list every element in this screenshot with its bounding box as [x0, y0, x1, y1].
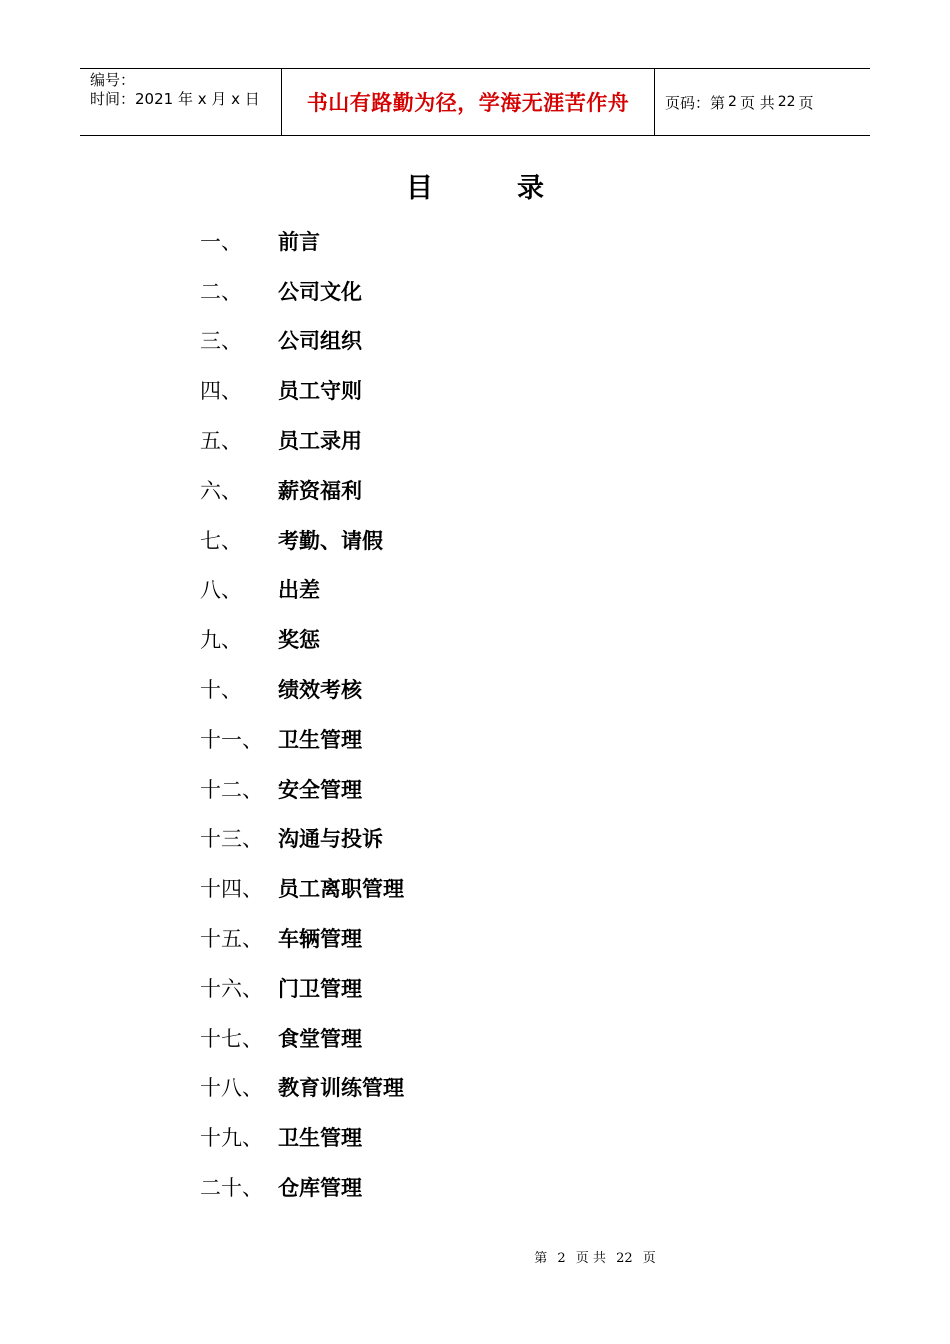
header-page-total: 22: [777, 94, 796, 110]
toc-entry-number: 一、: [200, 229, 242, 254]
toc-entry-title: 前言: [278, 229, 320, 254]
toc-entry: [200, 913, 600, 963]
toc-entry: [200, 714, 600, 764]
footer-mid: 页 共: [575, 1251, 606, 1266]
toc-entry-number: 十六、: [200, 976, 263, 1001]
header-page-prefix: 页码：第: [665, 93, 726, 112]
toc-entry-number: 十七、: [200, 1026, 263, 1051]
toc-entry-number: 十三、: [200, 827, 263, 852]
toc-entry: [200, 266, 600, 316]
toc-entry: [200, 814, 600, 864]
toc-entry-number: 五、: [200, 429, 242, 454]
toc-entry-title: 员工离职管理: [278, 877, 404, 902]
toc-entry: [200, 614, 600, 664]
toc-entry: [200, 216, 600, 266]
toc-entry-number: 二、: [200, 279, 242, 304]
toc-entry: [200, 465, 600, 515]
toc-entry: [200, 1162, 600, 1212]
toc-entry-number: 十、: [200, 678, 242, 703]
toc-entry-number: 十四、: [200, 877, 263, 902]
toc-entry-title: 考勤、请假: [278, 528, 383, 553]
header-page-mid: 页 共: [739, 93, 775, 112]
toc-entry-title: 安全管理: [278, 777, 362, 802]
toc-entry-title: 员工录用: [278, 429, 362, 454]
footer-prefix: 第: [534, 1251, 548, 1266]
toc-entry-number: 六、: [200, 478, 242, 503]
footer-suffix: 页: [642, 1251, 656, 1266]
header-motto: 书山有路勤为径，学海无涯苦作舟: [282, 69, 655, 135]
toc-entry-title: 员工守则: [278, 379, 362, 404]
toc-entry-title: 教育训练管理: [278, 1076, 404, 1101]
toc-entry-number: 十八、: [200, 1076, 263, 1101]
toc-entry-title: 沟通与投诉: [278, 827, 383, 852]
toc-entry: [200, 316, 600, 366]
page-footer: [0, 1247, 950, 1266]
page-header: [80, 68, 870, 136]
toc-entry-title: 公司组织: [278, 329, 362, 354]
toc-entry: [200, 565, 600, 615]
toc-entry: [200, 1112, 600, 1162]
toc-entry-number: 二十、: [200, 1176, 263, 1201]
table-of-contents: [200, 216, 600, 1212]
toc-entry: [200, 764, 600, 814]
toc-entry-number: 十五、: [200, 927, 263, 952]
toc-entry: [200, 664, 600, 714]
header-page-current: 2: [728, 94, 737, 110]
toc-entry: [200, 1063, 600, 1113]
toc-entry: [200, 863, 600, 913]
toc-entry: [200, 365, 600, 415]
page-title: [0, 166, 950, 205]
header-meta: [80, 69, 282, 135]
toc-entry-title: 奖惩: [278, 628, 320, 653]
toc-entry-number: 十二、: [200, 777, 263, 802]
toc-entry-title: 仓库管理: [278, 1176, 362, 1201]
toc-entry-title: 门卫管理: [278, 976, 362, 1001]
document-time-label: 时间：2021 年 x 月 x 日: [90, 90, 260, 108]
toc-entry: [200, 963, 600, 1013]
toc-entry: [200, 415, 600, 465]
toc-entry-title: 绩效考核: [278, 678, 362, 703]
toc-entry-number: 七、: [200, 528, 242, 553]
header-page-suffix: 页: [798, 93, 814, 112]
toc-entry: [200, 1013, 600, 1063]
toc-entry-title: 出差: [278, 578, 320, 603]
toc-entry-title: 薪资福利: [278, 478, 362, 503]
toc-entry-number: 十九、: [200, 1126, 263, 1151]
toc-entry-title: 公司文化: [278, 279, 362, 304]
toc-entry-number: 四、: [200, 379, 242, 404]
header-page-indicator: [655, 69, 870, 135]
toc-entry: [200, 515, 600, 565]
toc-entry-number: 十一、: [200, 727, 263, 752]
toc-entry-number: 八、: [200, 578, 242, 603]
toc-entry-number: 九、: [200, 628, 242, 653]
toc-entry-number: 三、: [200, 329, 242, 354]
footer-total-pages: 22: [616, 1251, 633, 1266]
toc-entry-title: 食堂管理: [278, 1026, 362, 1051]
footer-current-page: 2: [557, 1251, 566, 1266]
toc-entry-title: 卫生管理: [278, 727, 362, 752]
toc-entry-title: 卫生管理: [278, 1126, 362, 1151]
toc-entry-title: 车辆管理: [278, 927, 362, 952]
page-title-char-2: 录: [517, 173, 544, 204]
document-number-label: 编号：: [90, 71, 136, 89]
page-title-char-1: 目: [406, 173, 433, 204]
